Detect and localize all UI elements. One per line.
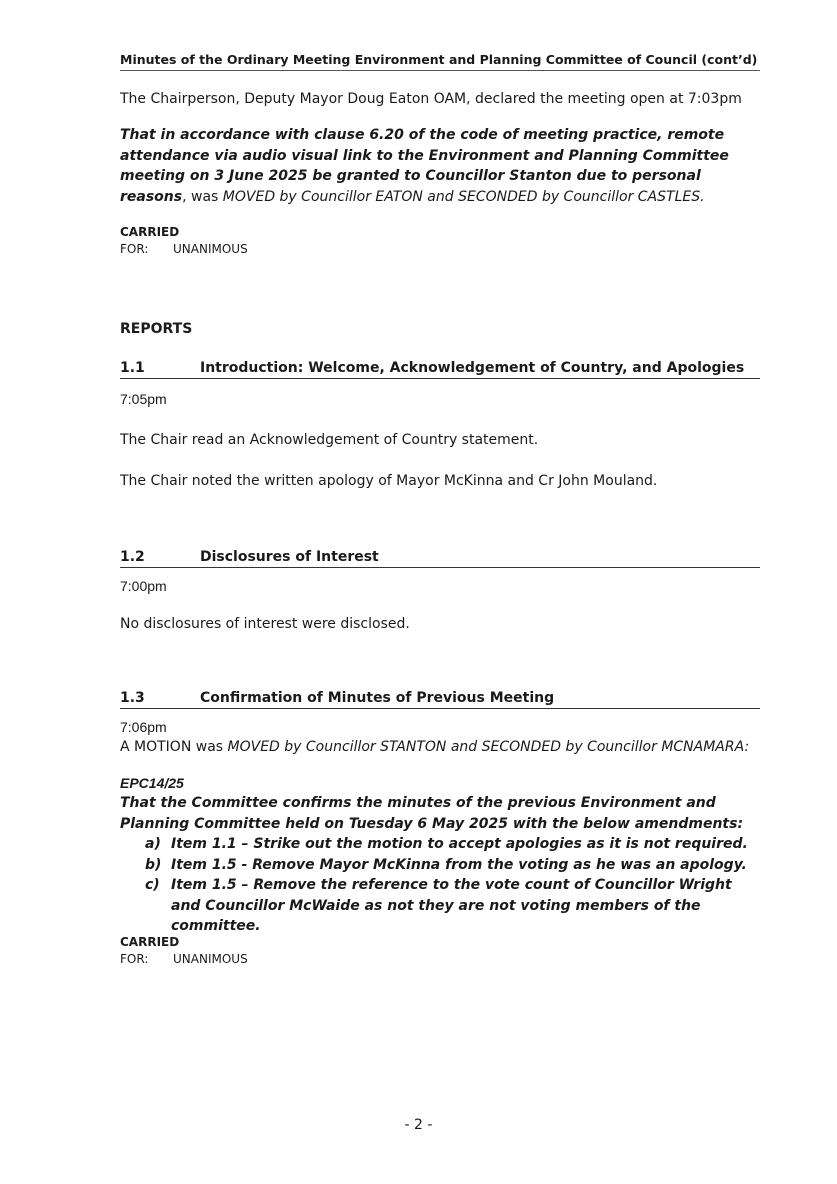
resolution-id: EPC14/25 — [120, 775, 184, 791]
list-item — [120, 834, 760, 855]
motion-moved-text: MOVED by Councillor STANTON and SECONDED by Councillor MCNAMARA: — [227, 739, 750, 755]
item-text: Item 1.5 – Remove the reference to the vote count of Councillor Wright and Councillor McWaide as not they are not voting members of the committee. — [171, 877, 732, 934]
vote-for-label: FOR: — [120, 952, 149, 966]
section-title: Introduction: Welcome, Acknowledgement of Country, and Apologies — [200, 360, 745, 376]
list-item — [120, 855, 760, 876]
item-text: Item 1.1 – Strike out the motion to accept apologies as it is not required. — [171, 836, 748, 852]
resolution-block — [120, 793, 760, 937]
motion-bold-text: That in accordance with clause 6.20 of the code of meeting practice, remote attendance via audio visual link to the Environment and Planning Committee meeting on 3 June 2025 be granted to Councillor Stanton due to personal reasons — [120, 127, 729, 205]
section-time: 7:00pm — [120, 578, 167, 594]
page-number: - 2 - — [404, 1117, 433, 1133]
section-paragraph: The Chair read an Acknowledgement of Country statement. — [120, 432, 539, 448]
section-number: 1.1 — [120, 360, 145, 376]
section-time: 7:06pm — [120, 719, 167, 735]
minutes-motion-line — [120, 738, 749, 756]
section-time: 7:05pm — [120, 391, 167, 407]
remote-attendance-motion — [120, 125, 760, 207]
section-number: 1.2 — [120, 549, 145, 565]
item-text: Item 1.5 - Remove Mayor McKinna from the voting as he was an apology. — [171, 856, 747, 873]
section-heading-1-2 — [120, 548, 760, 568]
document-page — [120, 0, 760, 1184]
resolution-text: That the Committee confirms the minutes of the previous Environment and Planning Committee held on Tuesday 6 May 2025 with the below amendments: — [120, 795, 744, 832]
amendment-list — [120, 834, 760, 937]
meeting-opening-text: The Chairperson, Deputy Mayor Doug Eaton OAM, declared the meeting open at 7:03pm — [120, 91, 742, 107]
vote-for-label: FOR: — [120, 242, 149, 256]
section-title: Disclosures of Interest — [200, 549, 379, 565]
section-number: 1.3 — [120, 690, 145, 706]
list-item — [120, 875, 760, 937]
vote-result-2: CARRIED — [120, 935, 180, 949]
item-label: a) — [145, 836, 161, 852]
item-label: b) — [145, 856, 162, 873]
motion-moved-text: MOVED by Councillor EATON and SECONDED by Councillor CASTLES. — [222, 188, 705, 205]
item-label: c) — [145, 877, 160, 893]
section-paragraph: The Chair noted the written apology of Mayor McKinna and Cr John Mouland. — [120, 473, 658, 489]
reports-heading: REPORTS — [120, 321, 193, 337]
motion-separator: , was — [182, 188, 223, 205]
vote-for-1 — [120, 242, 248, 257]
section-paragraph: No disclosures of interest were disclosed. — [120, 616, 410, 632]
vote-for-value: UNANIMOUS — [173, 242, 248, 256]
section-heading-1-3 — [120, 689, 760, 709]
vote-for-value: UNANIMOUS — [173, 952, 248, 966]
vote-result-1: CARRIED — [120, 225, 180, 239]
section-heading-1-1 — [120, 359, 760, 379]
vote-for-2 — [120, 952, 248, 967]
section-title: Confirmation of Minutes of Previous Meeting — [200, 690, 555, 706]
motion-prefix: A MOTION was — [120, 739, 228, 755]
page-header: Minutes of the Ordinary Meeting Environment and Planning Committee of Council (cont’d) — [120, 51, 760, 71]
